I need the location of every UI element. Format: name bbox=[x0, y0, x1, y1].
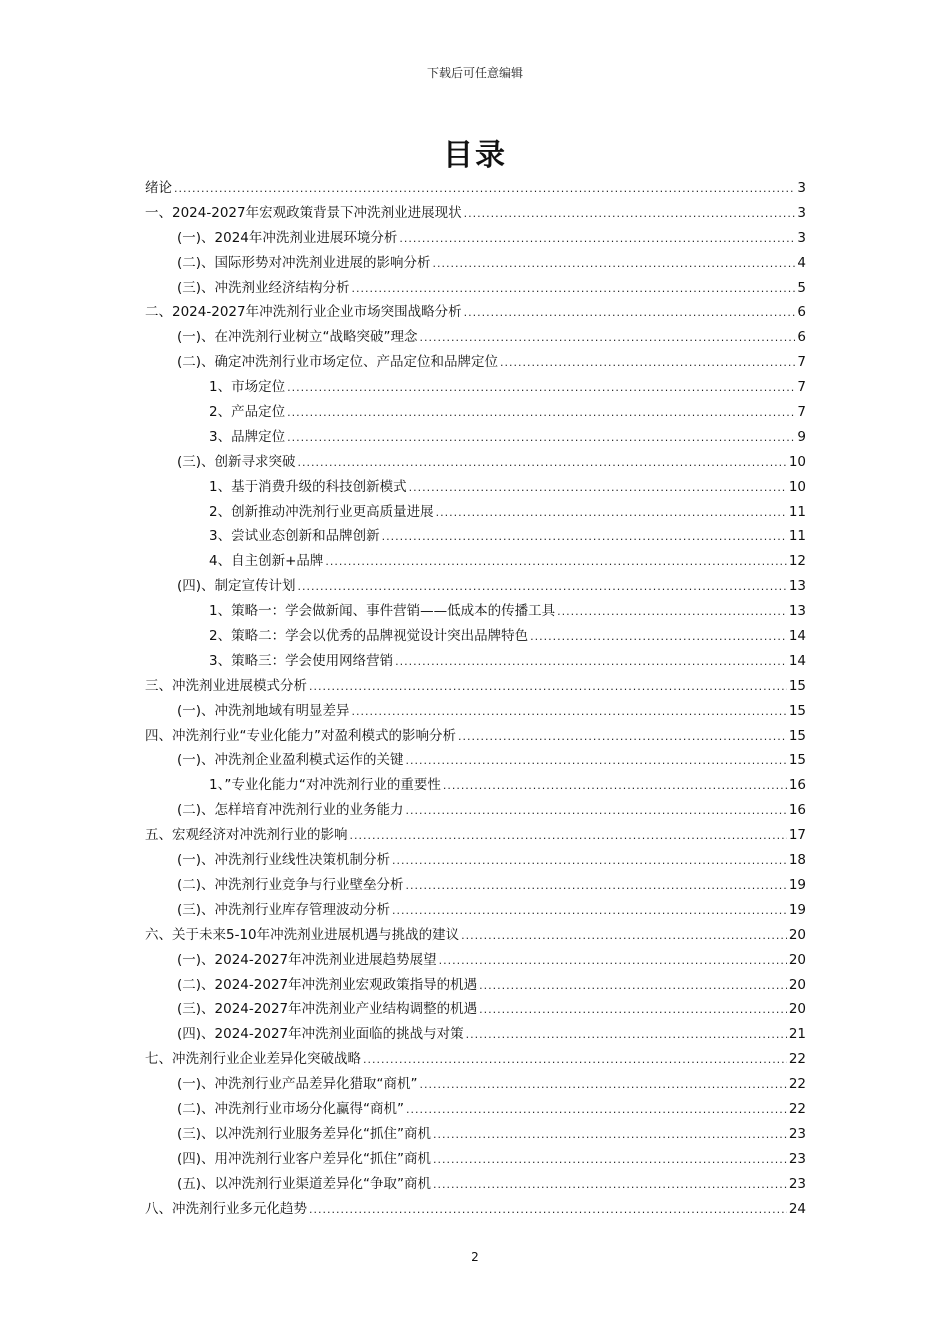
toc-dot-leader bbox=[464, 207, 796, 220]
toc-entry-page: 20 bbox=[788, 951, 806, 968]
toc-entry-text: (一)、冲洗剂企业盈利模式运作的关键 bbox=[177, 752, 404, 769]
toc-entry-text: 3、策略三：学会使用网络营销 bbox=[209, 652, 394, 669]
toc-entry[interactable] bbox=[145, 176, 806, 201]
toc-entry-page: 11 bbox=[788, 503, 806, 520]
toc-entry-page: 11 bbox=[788, 528, 806, 545]
toc-entry-text: 七、冲洗剂行业企业差异化突破战略 bbox=[145, 1051, 361, 1068]
toc-entry[interactable] bbox=[145, 425, 806, 450]
toc-entry-page: 20 bbox=[788, 926, 806, 943]
toc-dot-leader bbox=[466, 1028, 787, 1041]
toc-entry-page: 20 bbox=[788, 1001, 806, 1018]
toc-entry-page: 14 bbox=[788, 652, 806, 669]
toc-entry-page: 6 bbox=[797, 329, 806, 346]
toc-entry-page: 4 bbox=[797, 254, 806, 271]
toc-entry-text: (三)、以冲洗剂行业服务差异化“抓住”商机 bbox=[177, 1125, 432, 1142]
toc-dot-leader bbox=[500, 356, 795, 369]
toc-dot-leader bbox=[557, 605, 787, 618]
toc-entry-page: 13 bbox=[788, 603, 806, 620]
toc-entry-text: 三、冲洗剂业进展模式分析 bbox=[145, 677, 307, 694]
toc-dot-leader bbox=[420, 331, 796, 344]
toc-entry[interactable] bbox=[145, 599, 806, 624]
toc-entry-page: 18 bbox=[788, 852, 806, 869]
toc-dot-leader bbox=[174, 182, 795, 195]
toc-entry[interactable] bbox=[145, 898, 806, 923]
toc-dot-leader bbox=[298, 456, 787, 469]
toc-dot-leader bbox=[287, 406, 795, 419]
toc-entry-text: (四)、用冲洗剂行业客户差异化“抓住”商机 bbox=[177, 1150, 432, 1167]
toc-entry-text: 一、2024-2027年宏观政策背景下冲洗剂业进展现状 bbox=[145, 204, 462, 221]
toc-entry-text: 二、2024-2027年冲洗剂行业企业市场突围战略分析 bbox=[145, 304, 462, 321]
toc-dot-leader bbox=[350, 829, 787, 842]
toc-dot-leader bbox=[392, 854, 787, 867]
toc-entry[interactable] bbox=[145, 948, 806, 973]
toc-entry-text: 六、关于未来5-10年冲洗剂业进展机遇与挑战的建议 bbox=[145, 926, 460, 943]
toc-entry-text: 3、尝试业态创新和品牌创新 bbox=[209, 528, 380, 545]
toc-dot-leader bbox=[287, 431, 795, 444]
toc-entry[interactable] bbox=[145, 375, 806, 400]
toc-entry-text: (三)、创新寻求突破 bbox=[177, 453, 296, 470]
toc-entry-text: (一)、在冲洗剂行业树立“战略突破”理念 bbox=[177, 329, 418, 346]
toc-entry-page: 10 bbox=[788, 453, 806, 470]
toc-entry[interactable] bbox=[145, 674, 806, 699]
toc-dot-leader bbox=[464, 306, 796, 319]
toc-dot-leader bbox=[395, 655, 787, 668]
toc-entry-page: 19 bbox=[788, 876, 806, 893]
toc-entry[interactable] bbox=[145, 973, 806, 998]
toc-entry[interactable] bbox=[145, 1022, 806, 1047]
toc-entry-text: (二)、冲洗剂行业竞争与行业壁垒分析 bbox=[177, 876, 404, 893]
toc-entry-page: 9 bbox=[797, 428, 806, 445]
toc-entry[interactable] bbox=[145, 500, 806, 525]
toc-entry-page: 19 bbox=[788, 901, 806, 918]
toc-entry[interactable] bbox=[145, 276, 806, 301]
toc-dot-leader bbox=[443, 779, 787, 792]
toc-entry-page: 15 bbox=[788, 727, 806, 744]
toc-entry-text: (五)、以冲洗剂行业渠道差异化“争取”商机 bbox=[177, 1175, 432, 1192]
toc-dot-leader bbox=[433, 1178, 787, 1191]
toc-entry-text: (一)、2024-2027年冲洗剂业进展趋势展望 bbox=[177, 951, 437, 968]
toc-dot-leader bbox=[433, 1128, 787, 1141]
toc-entry-page: 7 bbox=[797, 379, 806, 396]
toc-entry[interactable] bbox=[145, 549, 806, 574]
toc-entry-page: 15 bbox=[788, 677, 806, 694]
toc-dot-leader bbox=[363, 1053, 787, 1066]
toc-entry-page: 23 bbox=[788, 1175, 806, 1192]
toc-title: 目录 bbox=[443, 138, 507, 173]
toc-entry-page: 15 bbox=[788, 702, 806, 719]
toc-dot-leader bbox=[439, 954, 787, 967]
toc-dot-leader bbox=[325, 555, 786, 568]
toc-entry-text: 四、冲洗剂行业“专业化能力”对盈利模式的影响分析 bbox=[145, 727, 456, 744]
toc-entry-text: 五、宏观经济对冲洗剂行业的影响 bbox=[145, 827, 348, 844]
toc-entry[interactable] bbox=[145, 1097, 806, 1122]
toc-dot-leader bbox=[479, 1003, 787, 1016]
toc-entry-page: 12 bbox=[788, 553, 806, 570]
toc-entry-page: 14 bbox=[788, 628, 806, 645]
toc-entry[interactable] bbox=[145, 624, 806, 649]
toc-entry-text: (一)、冲洗剂行业产品差异化猎取“商机” bbox=[177, 1076, 418, 1093]
toc-entry[interactable] bbox=[145, 300, 806, 325]
toc-entry-page: 7 bbox=[797, 354, 806, 371]
toc-dot-leader bbox=[298, 580, 787, 593]
toc-entry-page: 3 bbox=[797, 204, 806, 221]
toc-dot-leader bbox=[433, 1153, 787, 1166]
toc-dot-leader bbox=[399, 232, 795, 245]
toc-dot-leader bbox=[287, 381, 795, 394]
toc-dot-leader bbox=[406, 804, 787, 817]
toc-entry[interactable] bbox=[145, 1147, 806, 1172]
toc-entry-text: 2、策略二：学会以优秀的品牌视觉设计突出品牌特色 bbox=[209, 628, 529, 645]
toc-dot-leader bbox=[409, 481, 787, 494]
toc-entry-page: 10 bbox=[788, 478, 806, 495]
toc-entry-text: (二)、怎样培育冲洗剂行业的业务能力 bbox=[177, 802, 404, 819]
toc-dot-leader bbox=[530, 630, 787, 643]
toc-entry-page: 3 bbox=[797, 180, 806, 196]
table-of-contents bbox=[145, 176, 806, 1221]
toc-entry[interactable] bbox=[145, 1172, 806, 1197]
toc-dot-leader bbox=[436, 506, 787, 519]
toc-dot-leader bbox=[406, 879, 787, 892]
toc-entry-page: 22 bbox=[788, 1051, 806, 1068]
toc-entry[interactable] bbox=[145, 798, 806, 823]
toc-entry[interactable] bbox=[145, 823, 806, 848]
toc-dot-leader bbox=[420, 1078, 787, 1091]
toc-entry[interactable] bbox=[145, 350, 806, 375]
toc-entry-text: (二)、确定冲洗剂行业市场定位、产品定位和品牌定位 bbox=[177, 354, 499, 371]
toc-entry-page: 24 bbox=[788, 1200, 806, 1217]
toc-dot-leader bbox=[433, 257, 796, 270]
toc-dot-leader bbox=[479, 979, 787, 992]
toc-entry-text: 3、品牌定位 bbox=[209, 428, 286, 445]
toc-entry[interactable] bbox=[145, 574, 806, 599]
toc-entry-text: (四)、制定宣传计划 bbox=[177, 578, 296, 595]
toc-entry-text: (三)、冲洗剂业经济结构分析 bbox=[177, 279, 350, 296]
toc-dot-leader bbox=[352, 705, 787, 718]
toc-entry[interactable] bbox=[145, 475, 806, 500]
toc-entry[interactable] bbox=[145, 748, 806, 773]
toc-entry[interactable] bbox=[145, 450, 806, 475]
toc-entry[interactable] bbox=[145, 1072, 806, 1097]
toc-entry-page: 22 bbox=[788, 1076, 806, 1093]
toc-entry-text: 1、”专业化能力“对冲洗剂行业的重要性 bbox=[209, 777, 441, 794]
toc-entry-page: 21 bbox=[788, 1026, 806, 1043]
toc-entry-page: 17 bbox=[788, 827, 806, 844]
toc-entry[interactable] bbox=[145, 923, 806, 948]
toc-entry-text: (三)、2024-2027年冲洗剂业产业结构调整的机遇 bbox=[177, 1001, 478, 1018]
toc-entry-text: (一)、冲洗剂地域有明显差异 bbox=[177, 702, 350, 719]
toc-entry[interactable] bbox=[145, 997, 806, 1022]
toc-entry-text: 八、冲洗剂行业多元化趋势 bbox=[145, 1200, 307, 1217]
toc-dot-leader bbox=[382, 530, 787, 543]
toc-entry-text: 2、创新推动冲洗剂行业更高质量进展 bbox=[209, 503, 434, 520]
toc-entry[interactable] bbox=[145, 1197, 806, 1222]
toc-dot-leader bbox=[461, 929, 787, 942]
toc-entry-text: (二)、冲洗剂行业市场分化赢得“商机” bbox=[177, 1100, 405, 1117]
toc-entry[interactable] bbox=[145, 524, 806, 549]
toc-dot-leader bbox=[352, 282, 796, 295]
toc-entry-page: 13 bbox=[788, 578, 806, 595]
toc-entry-text: 1、策略一：学会做新闻、事件营销——低成本的传播工具 bbox=[209, 603, 556, 620]
toc-entry[interactable] bbox=[145, 848, 806, 873]
toc-entry-page: 22 bbox=[788, 1100, 806, 1117]
toc-entry-text: 2、产品定位 bbox=[209, 404, 286, 421]
toc-entry-text: (一)、冲洗剂行业线性决策机制分析 bbox=[177, 852, 391, 869]
toc-entry-text: (四)、2024-2027年冲洗剂业面临的挑战与对策 bbox=[177, 1026, 464, 1043]
toc-dot-leader bbox=[309, 680, 787, 693]
toc-entry[interactable] bbox=[145, 201, 806, 226]
toc-entry-text: (一)、2024年冲洗剂业进展环境分析 bbox=[177, 229, 398, 246]
toc-entry-page: 5 bbox=[797, 279, 806, 296]
toc-entry[interactable] bbox=[145, 226, 806, 251]
toc-entry[interactable] bbox=[145, 251, 806, 276]
toc-dot-leader bbox=[392, 904, 787, 917]
toc-entry[interactable] bbox=[145, 400, 806, 425]
toc-entry[interactable] bbox=[145, 699, 806, 724]
toc-entry-text: 1、市场定位 bbox=[209, 379, 286, 396]
toc-entry-text: 1、基于消费升级的科技创新模式 bbox=[209, 478, 407, 495]
toc-entry-text: (二)、国际形势对冲洗剂业进展的影响分析 bbox=[177, 254, 431, 271]
toc-entry[interactable] bbox=[145, 1047, 806, 1072]
toc-entry-page: 20 bbox=[788, 976, 806, 993]
toc-entry-page: 3 bbox=[797, 229, 806, 246]
toc-dot-leader bbox=[458, 730, 787, 743]
toc-entry-page: 23 bbox=[788, 1150, 806, 1167]
toc-dot-leader bbox=[406, 754, 787, 767]
toc-entry[interactable] bbox=[145, 325, 806, 350]
toc-entry[interactable] bbox=[145, 873, 806, 898]
toc-entry-text: 4、自主创新+品牌 bbox=[209, 553, 324, 570]
toc-entry-page: 16 bbox=[788, 802, 806, 819]
toc-entry[interactable] bbox=[145, 773, 806, 798]
toc-entry-page: 16 bbox=[788, 777, 806, 794]
toc-entry[interactable] bbox=[145, 649, 806, 674]
toc-dot-leader bbox=[309, 1203, 787, 1216]
toc-entry-text: 绪论 bbox=[145, 180, 172, 196]
toc-dot-leader bbox=[406, 1103, 787, 1116]
toc-entry-page: 23 bbox=[788, 1125, 806, 1142]
toc-entry-page: 7 bbox=[797, 404, 806, 421]
toc-entry-text: (二)、2024-2027年冲洗剂业宏观政策指导的机遇 bbox=[177, 976, 478, 993]
toc-entry-page: 15 bbox=[788, 752, 806, 769]
toc-entry[interactable] bbox=[145, 1122, 806, 1147]
toc-entry-text: (三)、冲洗剂行业库存管理波动分析 bbox=[177, 901, 391, 918]
toc-entry-page: 6 bbox=[797, 304, 806, 321]
page-header: 下载后可任意编辑 bbox=[426, 66, 523, 80]
page-number: 2 bbox=[471, 1250, 479, 1264]
toc-entry[interactable] bbox=[145, 724, 806, 749]
